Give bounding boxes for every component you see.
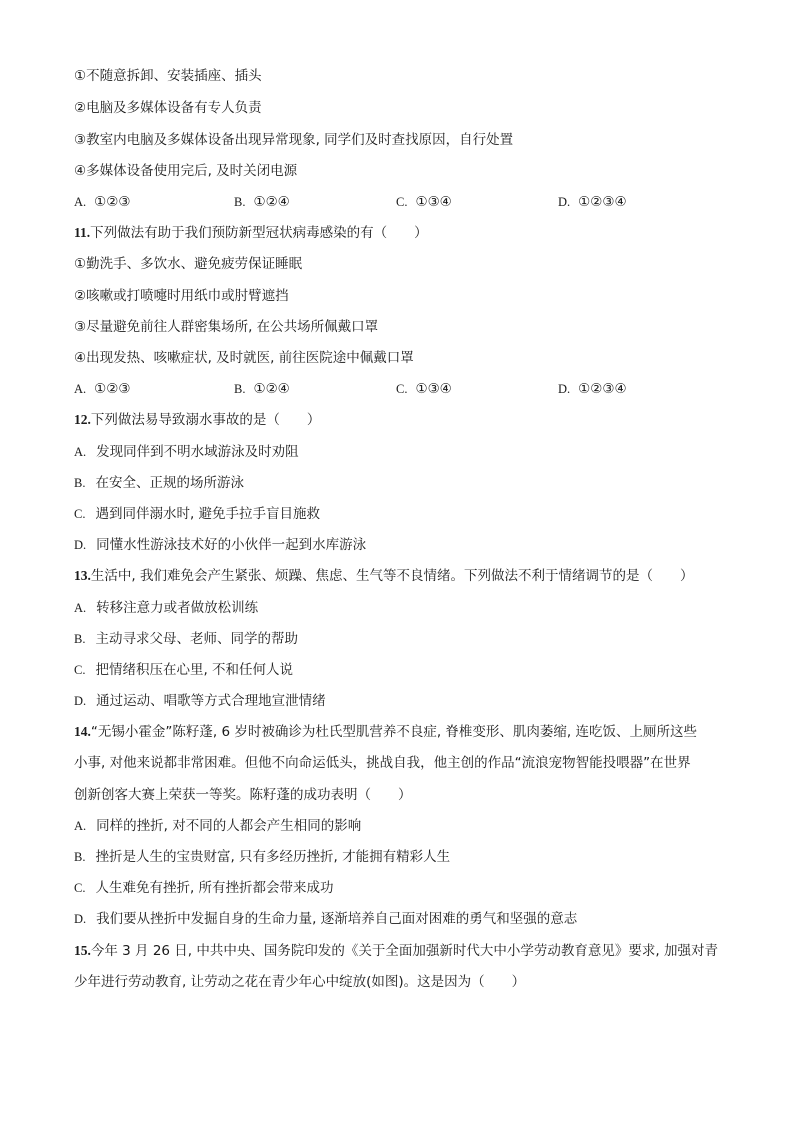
- q10-item-3: ③教室内电脑及多媒体设备出现异常现象, 同学们及时查找原因，自行处置: [74, 132, 514, 148]
- q11-item-4: ④出现发热、咳嗽症状, 及时就医, 前往医院途中佩戴口罩: [74, 350, 414, 366]
- q14-stem-line-1: 14.“无锡小霍金”陈籽蓬, 6 岁时被确诊为杜氏型肌营养不良症, 脊椎变形、肌肉萎缩, 连吃饭、上厕所这些: [74, 724, 697, 740]
- q10-option-b[interactable]: B. ①②④: [234, 194, 290, 210]
- q12-option-b[interactable]: B. 在安全、正规的场所游泳: [74, 475, 244, 491]
- q10-option-c[interactable]: C. ①③④: [396, 194, 452, 210]
- q11-item-3: ③尽量避免前往人群密集场所, 在公共场所佩戴口罩: [74, 319, 379, 335]
- q10-item-1: ①不随意拆卸、安装插座、插头: [74, 68, 262, 84]
- q11-option-a[interactable]: A. ①②③: [74, 381, 131, 397]
- q11-options: [74, 379, 734, 399]
- q11-option-c[interactable]: C. ①③④: [396, 381, 452, 397]
- q10-options: [74, 192, 734, 212]
- q10-option-a[interactable]: A. ①②③: [74, 194, 131, 210]
- q12-option-d[interactable]: D. 同懂水性游泳技术好的小伙伴一起到水库游泳: [74, 537, 367, 553]
- q12-option-a[interactable]: A. 发现同伴到不明水域游泳及时劝阻: [74, 444, 299, 460]
- q14-option-b[interactable]: B. 挫折是人生的宝贵财富, 只有多经历挫折, 才能拥有精彩人生: [74, 849, 451, 865]
- q11-stem: 11.下列做法有助于我们预防新型冠状病毒感染的有（ ）: [74, 225, 428, 241]
- q12-number: 12.: [74, 412, 91, 427]
- q12-option-c[interactable]: C. 遇到同伴溺水时, 避免手拉手盲目施救: [74, 506, 321, 522]
- q15-stem-line-1: 15.今年 3 月 26 日, 中共中央、国务院印发的《关于全面加强新时代大中小学劳动教育意见》要求, 加强对青: [74, 943, 718, 959]
- q11-option-d[interactable]: D. ①②③④: [558, 381, 627, 397]
- q14-stem-line-2: 小事, 对他来说都非常困难。但他不向命运低头，挑战自我，他主创的作品“流浪宠物智能投喂器”在世界: [74, 755, 691, 771]
- q13-number: 13.: [74, 568, 91, 583]
- q14-option-d[interactable]: D. 我们要从挫折中发掘自身的生命力量, 逐渐培养自己面对困难的勇气和坚强的意志: [74, 911, 578, 927]
- q10-item-4: ④多媒体设备使用完后, 及时关闭电源: [74, 163, 298, 179]
- q14-option-a[interactable]: A. 同样的挫折, 对不同的人都会产生相同的影响: [74, 818, 362, 834]
- q13-stem: 13.生活中, 我们难免会产生紧张、烦躁、焦虑、生气等不良情绪。下列做法不利于情绪调节的是（ ）: [74, 568, 694, 584]
- q14-option-c[interactable]: C. 人生难免有挫折, 所有挫折都会带来成功: [74, 880, 334, 896]
- q11-option-b[interactable]: B. ①②④: [234, 381, 290, 397]
- q10-option-d[interactable]: D. ①②③④: [558, 194, 627, 210]
- q11-item-1: ①勤洗手、多饮水、避免疲劳保证睡眠: [74, 256, 303, 272]
- q15-stem-line-2: 少年进行劳动教育, 让劳动之花在青少年心中绽放(如图)。这是因为（ ）: [74, 974, 526, 990]
- q14-stem-line-3: 创新创客大赛上荣获一等奖。陈籽蓬的成功表明（ ）: [74, 787, 412, 803]
- q14-number: 14.: [74, 724, 91, 739]
- q15-number: 15.: [74, 943, 91, 958]
- q13-option-c[interactable]: C. 把情绪积压在心里, 不和任何人说: [74, 662, 294, 678]
- q11-item-2: ②咳嗽或打喷嚏时用纸巾或肘臂遮挡: [74, 288, 289, 304]
- q10-item-2: ②电脑及多媒体设备有专人负责: [74, 100, 262, 116]
- q11-number: 11.: [74, 225, 91, 240]
- q13-option-b[interactable]: B. 主动寻求父母、老师、同学的帮助: [74, 631, 298, 647]
- q12-stem: 12.下列做法易导致溺水事故的是（ ）: [74, 412, 321, 428]
- q13-option-d[interactable]: D. 通过运动、唱歌等方式合理地宣泄情绪: [74, 693, 326, 709]
- q13-option-a[interactable]: A. 转移注意力或者做放松训练: [74, 600, 259, 616]
